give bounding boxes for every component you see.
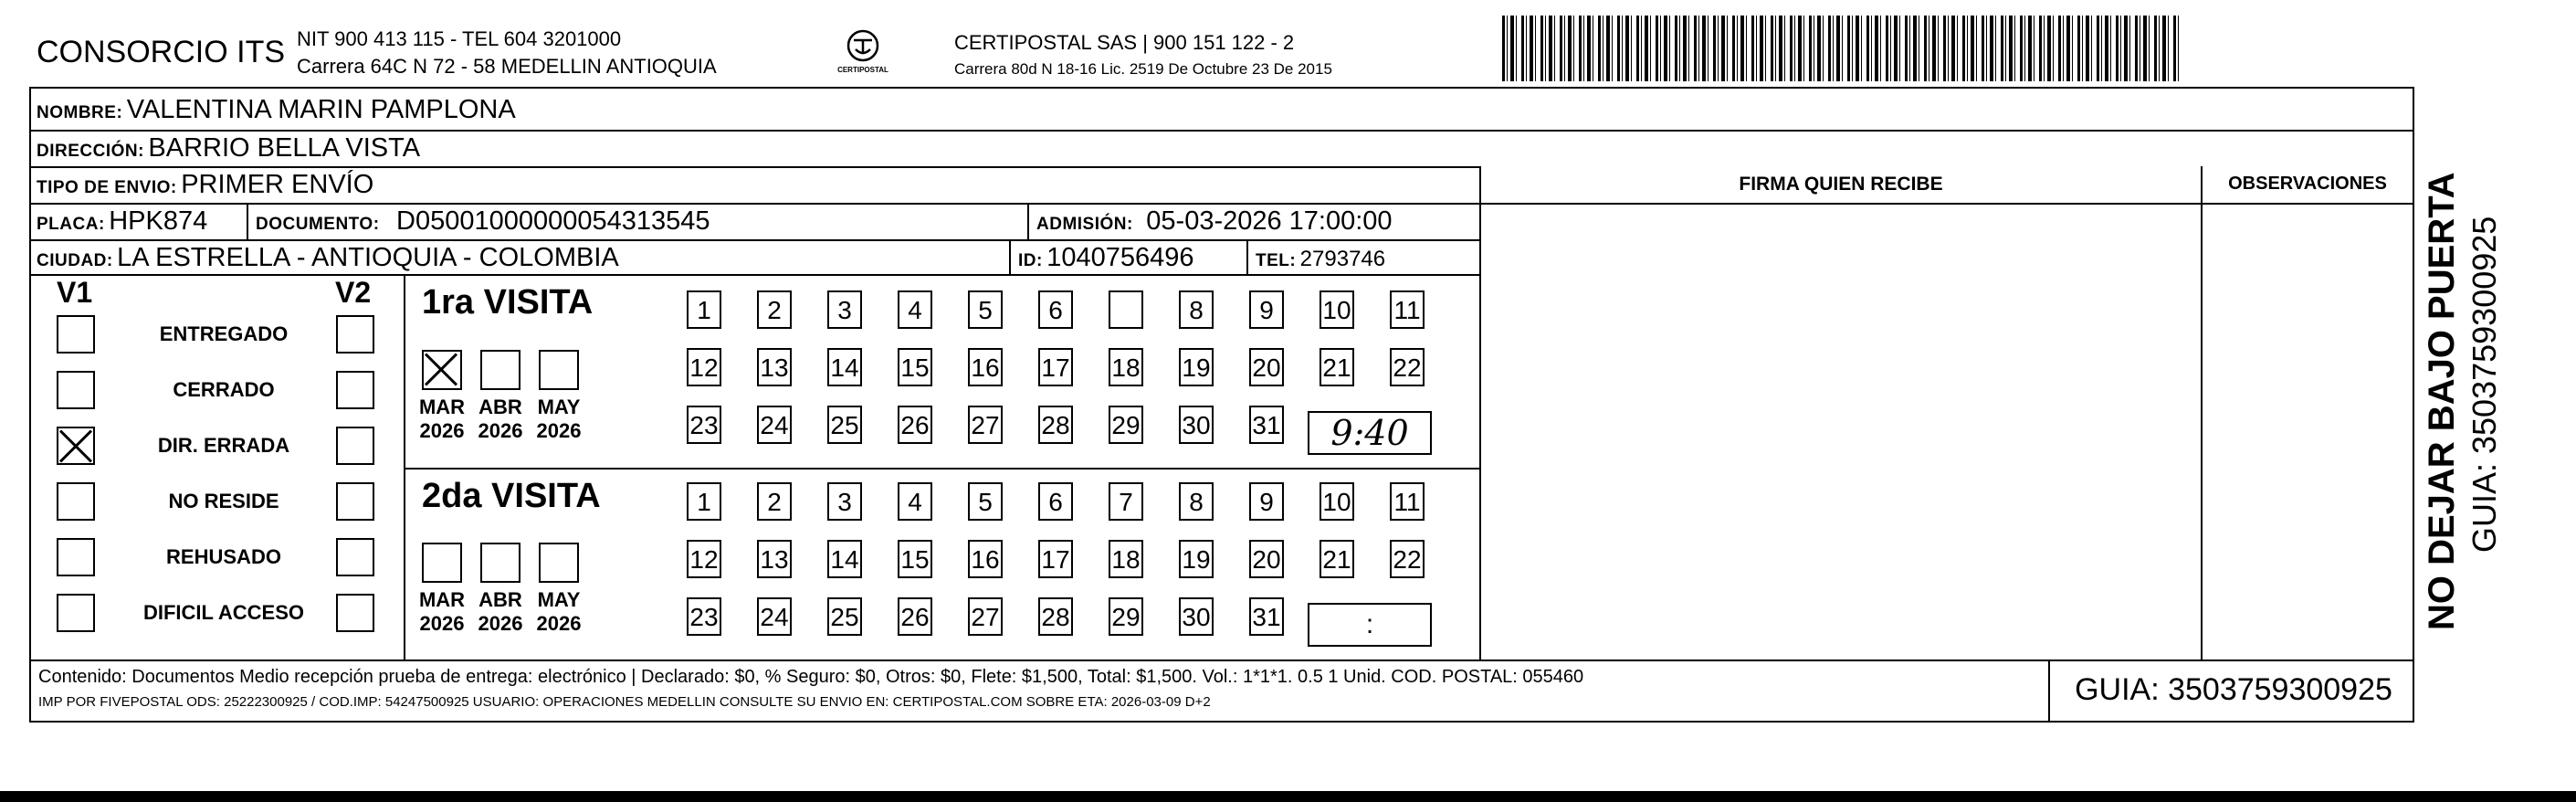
tel-value: 2793746 xyxy=(1299,247,1386,271)
visit2-day-4[interactable]: 4 xyxy=(898,482,932,521)
v1-checkbox[interactable] xyxy=(57,594,95,632)
visit2-month-label: MAR xyxy=(418,588,466,611)
visit2-month-label: ABR xyxy=(478,588,522,611)
placa-cell xyxy=(37,206,207,237)
status-label: NO RESIDE xyxy=(168,490,279,512)
visit2-day-13[interactable]: 13 xyxy=(757,540,792,578)
v1-checkbox[interactable] xyxy=(57,482,95,521)
address-row xyxy=(37,133,420,164)
visit1-month-checkbox[interactable] xyxy=(539,350,579,390)
visit1-day-17[interactable]: 17 xyxy=(1038,348,1073,386)
visit1-time-box[interactable] xyxy=(1308,411,1432,455)
direccion-label: DIRECCIÓN: xyxy=(37,142,144,161)
documento-value: D05001000000054313545 xyxy=(396,206,710,236)
documento-label: DOCUMENTO: xyxy=(256,215,380,234)
visit1-day-4[interactable]: 4 xyxy=(898,290,932,329)
side-guia: GUIA: 3503759300925 xyxy=(2466,216,2503,553)
v1-checkbox[interactable] xyxy=(57,427,95,465)
visit2-year-label: 2026 xyxy=(419,612,465,635)
v2-checkbox[interactable] xyxy=(336,538,374,576)
visit1-day-22[interactable]: 22 xyxy=(1390,348,1425,386)
visit2-day-28[interactable]: 28 xyxy=(1038,597,1073,636)
visit1-day-1[interactable]: 1 xyxy=(687,290,721,329)
v1-label: V1 xyxy=(57,276,93,309)
placa-value: HPK874 xyxy=(109,206,208,236)
visit2-month-checkbox[interactable] xyxy=(480,543,520,583)
visit1-year-label: 2026 xyxy=(536,419,582,442)
visit2-day-30[interactable]: 30 xyxy=(1179,597,1214,636)
visit1-day-12[interactable]: 12 xyxy=(687,348,721,386)
nombre-label: NOMBRE: xyxy=(37,103,123,122)
recipient-address: BARRIO BELLA VISTA xyxy=(148,133,421,163)
v2-checkbox[interactable] xyxy=(336,315,374,354)
visit2-day-27[interactable]: 27 xyxy=(968,597,1003,636)
admision-cell xyxy=(1036,206,1393,237)
visit2-day-31[interactable]: 31 xyxy=(1249,597,1284,636)
visit2-title: 2da VISITA xyxy=(422,477,601,515)
visit2-day-29[interactable]: 29 xyxy=(1109,597,1143,636)
tipo-label: TIPO DE ENVIO: xyxy=(37,178,177,197)
visit2-day-26[interactable]: 26 xyxy=(898,597,932,636)
v2-checkbox[interactable] xyxy=(336,482,374,521)
visit2-day-17[interactable]: 17 xyxy=(1038,540,1073,578)
v2-checkbox[interactable] xyxy=(336,427,374,465)
visit2-time-box[interactable] xyxy=(1308,603,1432,647)
status-label: DIFICIL ACCESO xyxy=(142,601,304,624)
footer-guia: GUIA: 3503759300925 xyxy=(2075,672,2392,707)
visit1-day-27[interactable]: 27 xyxy=(968,406,1003,444)
visit1-month-checkbox[interactable] xyxy=(422,350,462,390)
visit2-day-15[interactable]: 15 xyxy=(898,540,932,578)
certipostal-address: Carrera 80d N 18-16 Lic. 2519 De Octubre 23 De 2015 xyxy=(954,60,1332,78)
visit2-day-5[interactable]: 5 xyxy=(968,482,1003,521)
id-cell xyxy=(1018,243,1194,273)
v1-checkbox[interactable] xyxy=(57,315,95,354)
v2-label: V2 xyxy=(335,276,372,309)
placa-label: PLACA: xyxy=(37,215,105,234)
visit2-day-19[interactable]: 19 xyxy=(1179,540,1214,578)
visit1-day-30[interactable]: 30 xyxy=(1179,406,1214,444)
visit1-year-label: 2026 xyxy=(478,419,523,442)
visit2-day-21[interactable]: 21 xyxy=(1320,540,1354,578)
visit1-day-11[interactable]: 11 xyxy=(1390,290,1425,329)
tel-cell xyxy=(1256,247,1385,272)
certipostal-logo xyxy=(826,27,899,80)
visit1-day-10[interactable]: 10 xyxy=(1320,290,1354,329)
visit1-day-14[interactable]: 14 xyxy=(827,348,862,386)
visit2-day-6[interactable]: 6 xyxy=(1038,482,1073,521)
visit1-day-8[interactable]: 8 xyxy=(1179,290,1214,329)
status-label: DIR. ERRADA xyxy=(157,434,290,457)
visit1-day-6[interactable]: 6 xyxy=(1038,290,1073,329)
visit2-day-11[interactable]: 11 xyxy=(1390,482,1425,521)
status-label: ENTREGADO xyxy=(159,322,289,345)
visit2-day-12[interactable]: 12 xyxy=(687,540,721,578)
bottom-bar xyxy=(0,791,2576,802)
visit1-day-28[interactable]: 28 xyxy=(1038,406,1073,444)
visit1-day-2[interactable]: 2 xyxy=(757,290,792,329)
visit2-day-2[interactable]: 2 xyxy=(757,482,792,521)
logo-text: CERTIPOSTAL xyxy=(837,66,888,74)
visit2-day-3[interactable]: 3 xyxy=(827,482,862,521)
visit1-day-25[interactable]: 25 xyxy=(827,406,862,444)
visit2-day-25[interactable]: 25 xyxy=(827,597,862,636)
visit1-day-5[interactable]: 5 xyxy=(968,290,1003,329)
recipient-name: VALENTINA MARIN PAMPLONA xyxy=(126,95,516,124)
tipo-envio: PRIMER ENVÍO xyxy=(181,170,374,199)
ciudad-label: CIUDAD: xyxy=(37,251,113,270)
nit-line: NIT 900 413 115 - TEL 604 3201000 xyxy=(297,27,622,50)
visit1-day-13[interactable]: 13 xyxy=(757,348,792,386)
visit1-month-label: MAY xyxy=(537,396,581,418)
v2-checkbox[interactable] xyxy=(336,371,374,409)
visit2-day-18[interactable]: 18 xyxy=(1109,540,1143,578)
tel-label: TEL: xyxy=(1256,251,1297,270)
id-label: ID: xyxy=(1018,251,1043,270)
v2-checkbox[interactable] xyxy=(336,594,374,632)
visit2-month-checkbox[interactable] xyxy=(539,543,579,583)
footer-content: Contenido: Documentos Medio recepción prueba de entrega: electrónico | Declarado: $0, % Seguro: $0, Otros: $0, Flete: $1,500, Total: $1,500. Vol.: 1*1*1. 0.5 1 Unid. COD. POSTAL: 055460 xyxy=(38,667,1584,687)
no-dejar-warning: NO DEJAR BAJO PUERTA xyxy=(2422,172,2462,630)
visit1-month-checkbox[interactable] xyxy=(480,350,520,390)
visit2-day-9[interactable]: 9 xyxy=(1249,482,1284,521)
footer-imp: IMP POR FIVEPOSTAL ODS: 25222300925 / COD.IMP: 54247500925 USUARIO: OPERACIONES MEDELLIN CONSULTE SU ENVIO EN: CERTIPOSTAL.COM SOBRE ETA: 2026-03-09 D+2 xyxy=(38,694,1211,710)
certipostal-line: CERTIPOSTAL SAS | 900 151 122 - 2 xyxy=(954,31,1295,54)
visit2-day-24[interactable]: 24 xyxy=(757,597,792,636)
company-address: Carrera 64C N 72 - 58 MEDELLIN ANTIOQUIA xyxy=(297,55,717,78)
ciudad-cell xyxy=(37,243,619,273)
visit1-day-7[interactable] xyxy=(1109,290,1143,329)
visit1-day-18[interactable]: 18 xyxy=(1109,348,1143,386)
visit2-day-8[interactable]: 8 xyxy=(1179,482,1214,521)
visit1-day-24[interactable]: 24 xyxy=(757,406,792,444)
visit1-day-31[interactable]: 31 xyxy=(1249,406,1284,444)
admision-label: ADMISIÓN: xyxy=(1036,215,1133,234)
visit2-day-16[interactable]: 16 xyxy=(968,540,1003,578)
visit1-title: 1ra VISITA xyxy=(422,283,594,322)
documento-cell xyxy=(256,206,710,237)
admision-value: 05-03-2026 17:00:00 xyxy=(1146,206,1393,236)
visit2-day-1[interactable]: 1 xyxy=(687,482,721,521)
signature-area[interactable] xyxy=(1481,203,2201,660)
visit1-day-21[interactable]: 21 xyxy=(1320,348,1354,386)
v1-checkbox[interactable] xyxy=(57,371,95,409)
visit1-day-3[interactable]: 3 xyxy=(827,290,862,329)
visit1-day-29[interactable]: 29 xyxy=(1109,406,1143,444)
visit2-day-20[interactable]: 20 xyxy=(1249,540,1284,578)
visit2-day-10[interactable]: 10 xyxy=(1320,482,1354,521)
visit1-day-16[interactable]: 16 xyxy=(968,348,1003,386)
visit2-time: : xyxy=(1365,609,1374,639)
visit1-month-label: ABR xyxy=(478,396,522,418)
visit2-day-23[interactable]: 23 xyxy=(687,597,721,636)
visit2-month-label: MAY xyxy=(537,588,581,611)
visit2-year-label: 2026 xyxy=(536,612,582,635)
visit1-day-20[interactable]: 20 xyxy=(1249,348,1284,386)
observaciones-header: OBSERVACIONES xyxy=(2228,174,2387,194)
status-label: CERRADO xyxy=(173,378,275,401)
visit2-year-label: 2026 xyxy=(478,612,523,635)
visit1-year-label: 2026 xyxy=(419,419,465,442)
tipo-row xyxy=(37,170,373,200)
visit1-day-15[interactable]: 15 xyxy=(898,348,932,386)
v1-checkbox[interactable] xyxy=(57,538,95,576)
visit1-day-26[interactable]: 26 xyxy=(898,406,932,444)
status-label: REHUSADO xyxy=(166,545,281,568)
visit1-time: 9:40 xyxy=(1330,413,1409,453)
visit1-day-9[interactable]: 9 xyxy=(1249,290,1284,329)
id-value: 1040756496 xyxy=(1046,243,1194,272)
visit2-day-7[interactable]: 7 xyxy=(1109,482,1143,521)
visit2-day-14[interactable]: 14 xyxy=(827,540,862,578)
firma-header: FIRMA QUIEN RECIBE xyxy=(1739,174,1943,195)
observations-area[interactable] xyxy=(2203,203,2413,660)
visit1-month-label: MAR xyxy=(418,396,466,418)
name-row xyxy=(37,95,516,125)
company-name: CONSORCIO ITS xyxy=(37,35,286,69)
visit2-month-checkbox[interactable] xyxy=(422,543,462,583)
visit2-day-22[interactable]: 22 xyxy=(1390,540,1425,578)
barcode xyxy=(1502,16,2182,81)
ciudad-value: LA ESTRELLA - ANTIOQUIA - COLOMBIA xyxy=(117,243,619,272)
visit1-day-23[interactable]: 23 xyxy=(687,406,721,444)
visit1-day-19[interactable]: 19 xyxy=(1179,348,1214,386)
